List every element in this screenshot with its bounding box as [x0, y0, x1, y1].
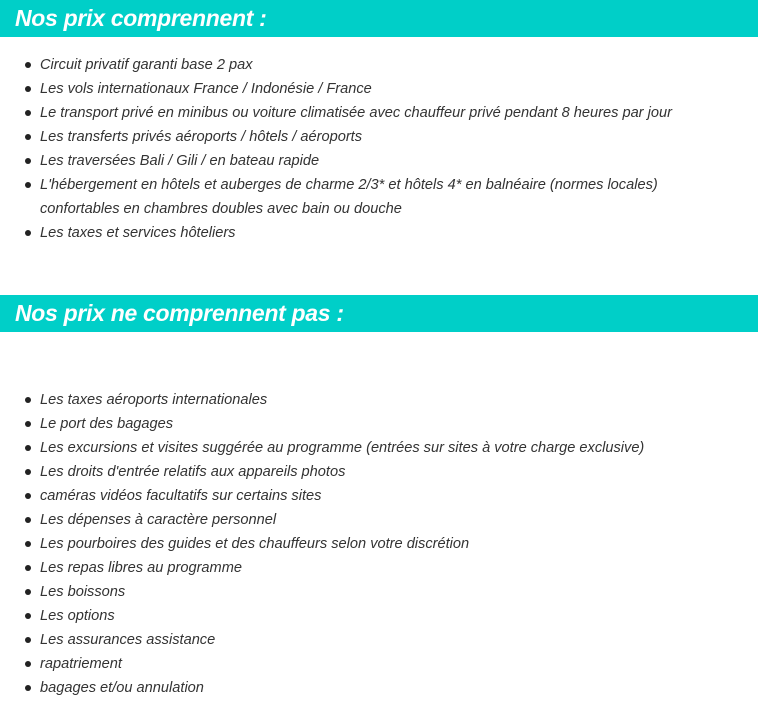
- included-section-title: Nos prix comprennent :: [15, 5, 267, 31]
- list-item: Les options: [0, 604, 758, 628]
- list-item: Les traversées Bali / Gili / en bateau rapide: [0, 149, 758, 173]
- list-item: Les dépenses à caractère personnel: [0, 508, 758, 532]
- list-item: Circuit privatif garanti base 2 pax: [0, 53, 758, 77]
- list-item: Les assurances assistance: [0, 628, 758, 652]
- list-item: Les vols internationaux France / Indonésie / France: [0, 77, 758, 101]
- list-item: rapatriement: [0, 652, 758, 676]
- list-item: Le port des bagages: [0, 412, 758, 436]
- list-item: Les taxes aéroports internationales: [0, 388, 758, 412]
- included-list: [0, 53, 758, 245]
- list-item: Les transferts privés aéroports / hôtels / aéroports: [0, 125, 758, 149]
- list-item: Les repas libres au programme: [0, 556, 758, 580]
- list-item: bagages et/ou annulation: [0, 676, 758, 700]
- list-item: Le transport privé en minibus ou voiture climatisée avec chauffeur privé pendant 8 heures par jour: [0, 101, 758, 125]
- excluded-list: [0, 388, 758, 700]
- list-item: caméras vidéos facultatifs sur certains sites: [0, 484, 758, 508]
- list-item: Les boissons: [0, 580, 758, 604]
- list-item: Les droits d'entrée relatifs aux appareils photos: [0, 460, 758, 484]
- list-item: Les excursions et visites suggérée au programme (entrées sur sites à votre charge exclusive): [0, 436, 758, 460]
- list-item: Les taxes et services hôteliers: [0, 221, 758, 245]
- list-item: L'hébergement en hôtels et auberges de charme 2/3* et hôtels 4* en balnéaire (normes locales) confortables en chambres doubles avec bain ou douche: [0, 173, 758, 221]
- excluded-section-title: Nos prix ne comprennent pas :: [15, 300, 344, 326]
- list-item: Les pourboires des guides et des chauffeurs selon votre discrétion: [0, 532, 758, 556]
- excluded-section-banner: [0, 295, 758, 332]
- included-section-banner: [0, 0, 758, 37]
